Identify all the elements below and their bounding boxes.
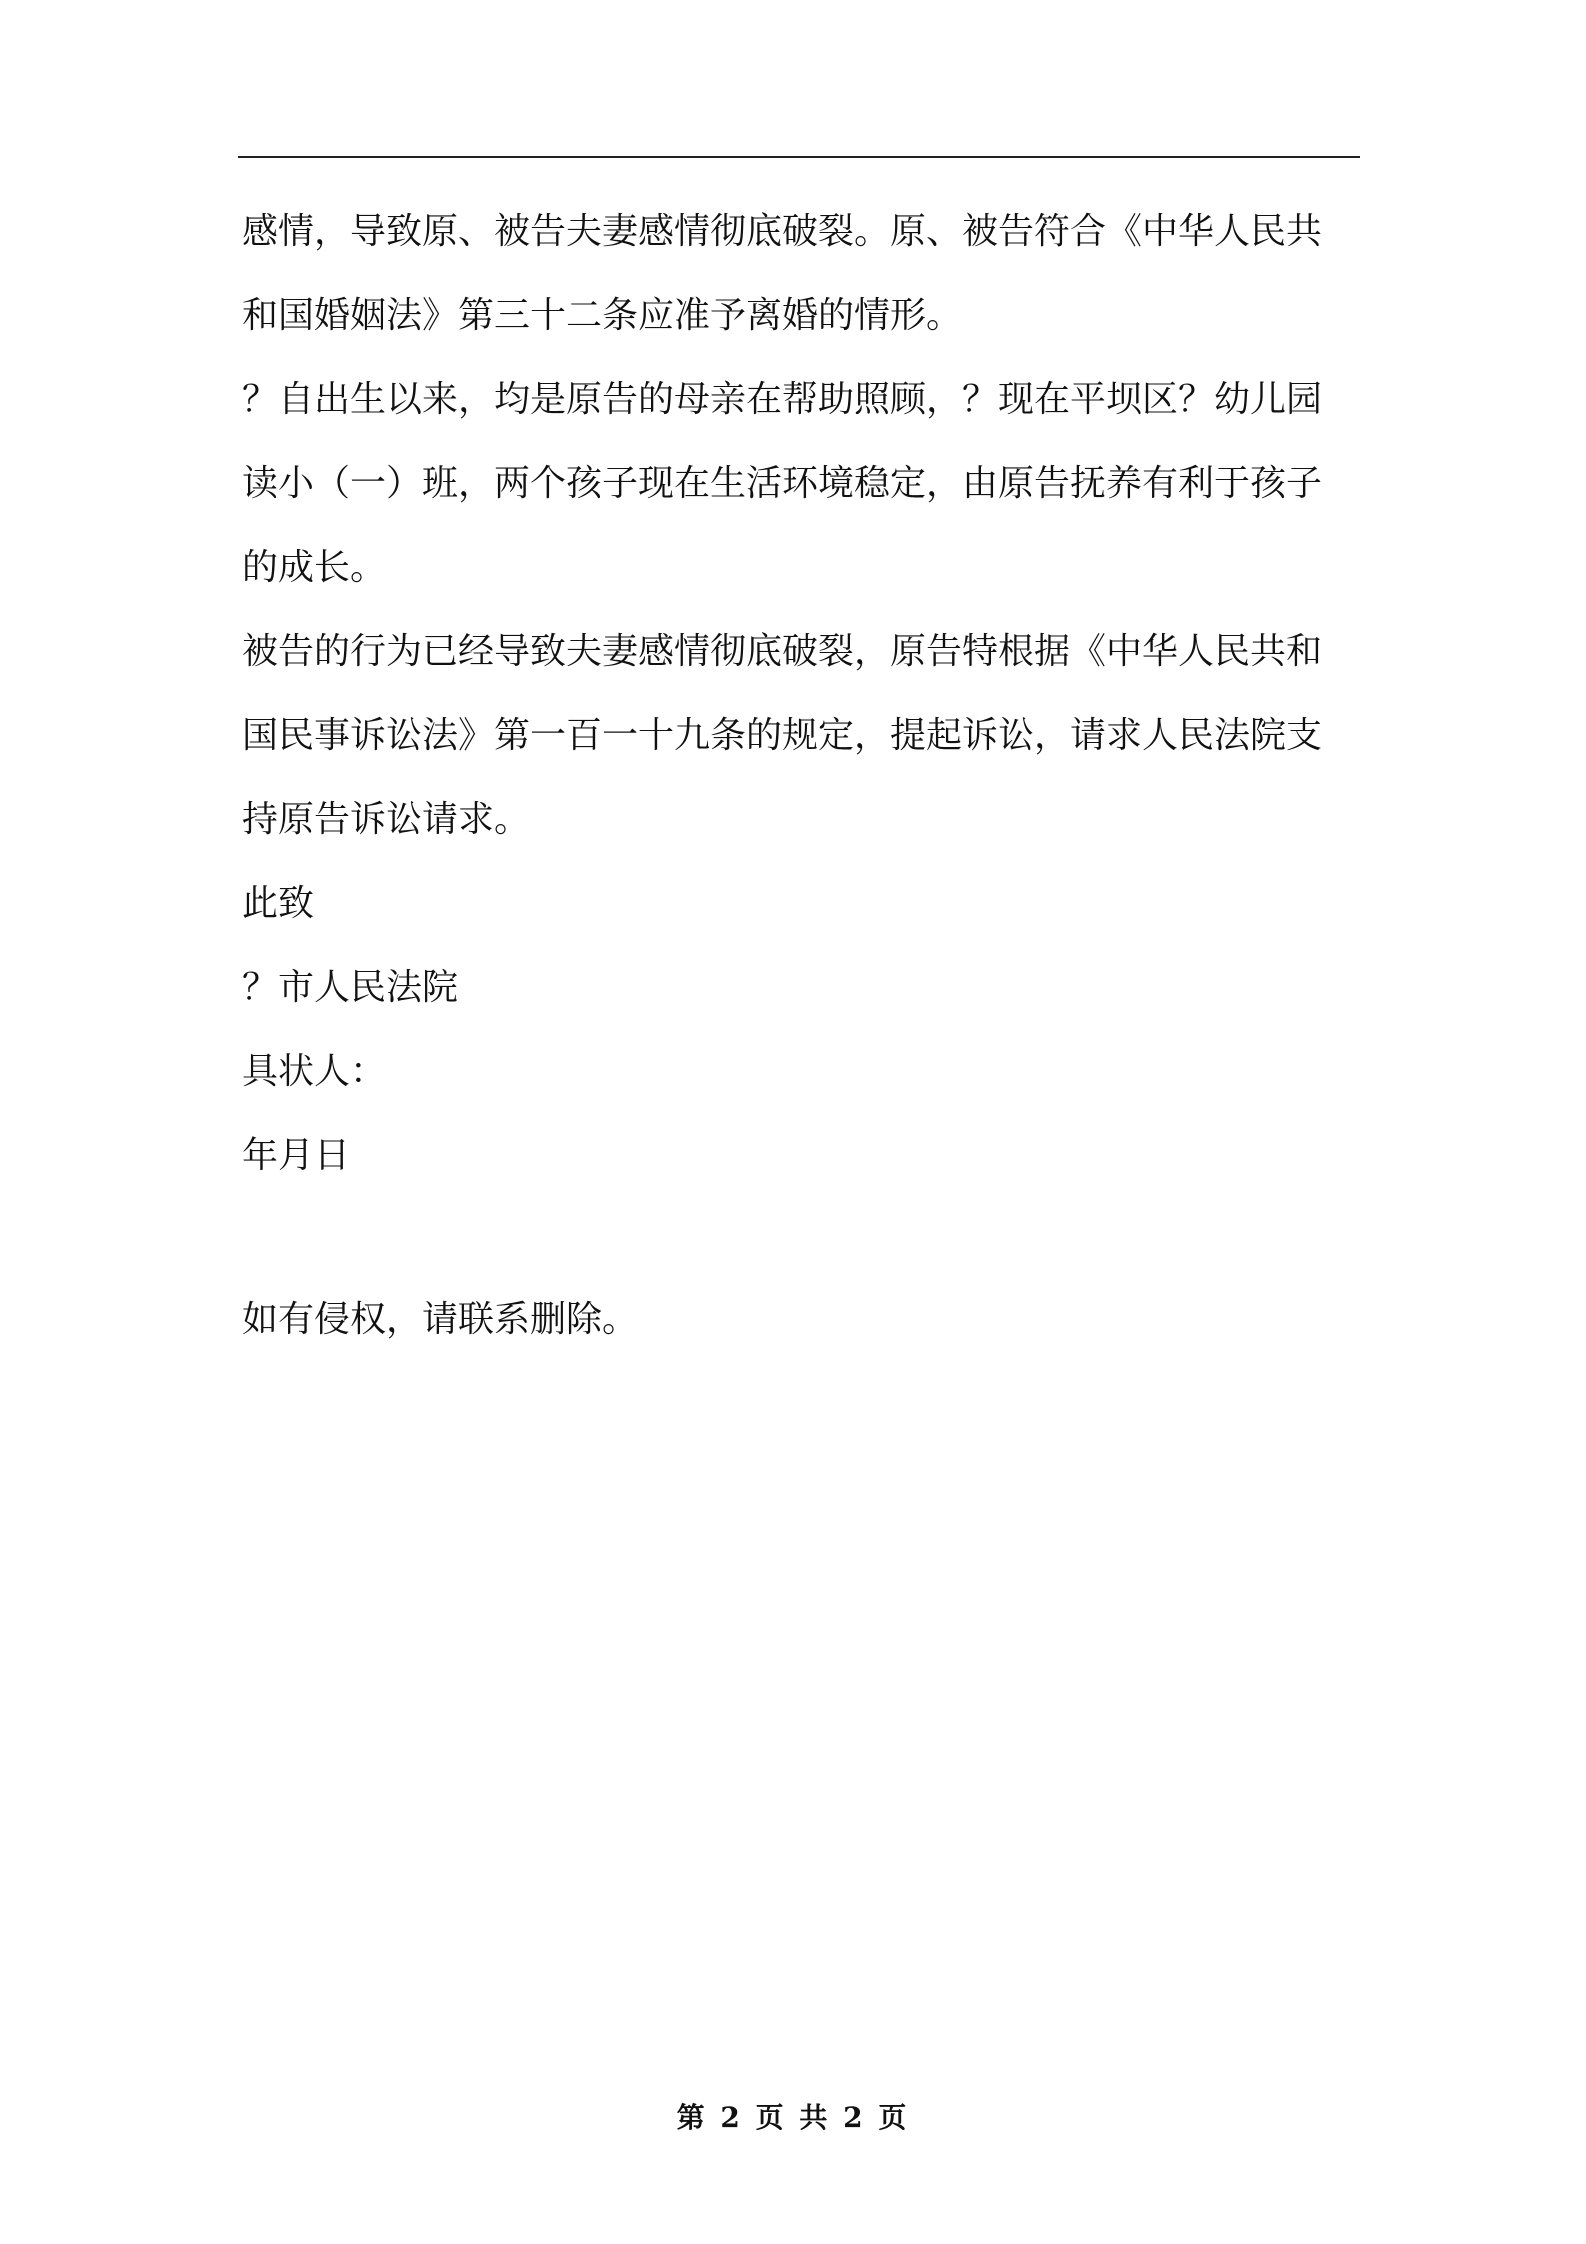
body-line-3: ？自出生以来，均是原告的母亲在帮助照顾，？现在平坝区？幼儿园 — [242, 379, 1323, 420]
court-line: ？市人民法院 — [242, 967, 459, 1008]
body-line-7: 国民事诉讼法》第一百一十九条的规定，提起诉讼，请求人民法院支 — [242, 715, 1323, 756]
body-line-6: 被告的行为已经导致夫妻感情彻底破裂，原告特根据《中华人民共和 — [242, 631, 1323, 672]
body-line-1: 感情，导致原、被告夫妻感情彻底破裂。原、被告符合《中华人民共 — [242, 211, 1323, 252]
page-number: 第 2 页 共 2 页 — [676, 2101, 910, 2134]
header-divider — [238, 156, 1360, 158]
document-body — [242, 190, 1360, 1198]
date-line: 年月日 — [242, 1135, 351, 1176]
page-footer — [0, 2098, 1586, 2138]
body-line-8: 持原告诉讼请求。 — [242, 799, 531, 840]
body-line-2: 和国婚姻法》第三十二条应准予离婚的情形。 — [242, 295, 963, 336]
body-line-5: 的成长。 — [242, 547, 387, 588]
copyright-notice: 如有侵权，请联系删除。 — [242, 1299, 639, 1340]
signer-line: 具状人： — [242, 1051, 387, 1092]
salutation-line: 此致 — [242, 883, 315, 924]
body-line-4: 读小（一）班，两个孩子现在生活环境稳定，由原告抚养有利于孩子 — [242, 463, 1323, 504]
